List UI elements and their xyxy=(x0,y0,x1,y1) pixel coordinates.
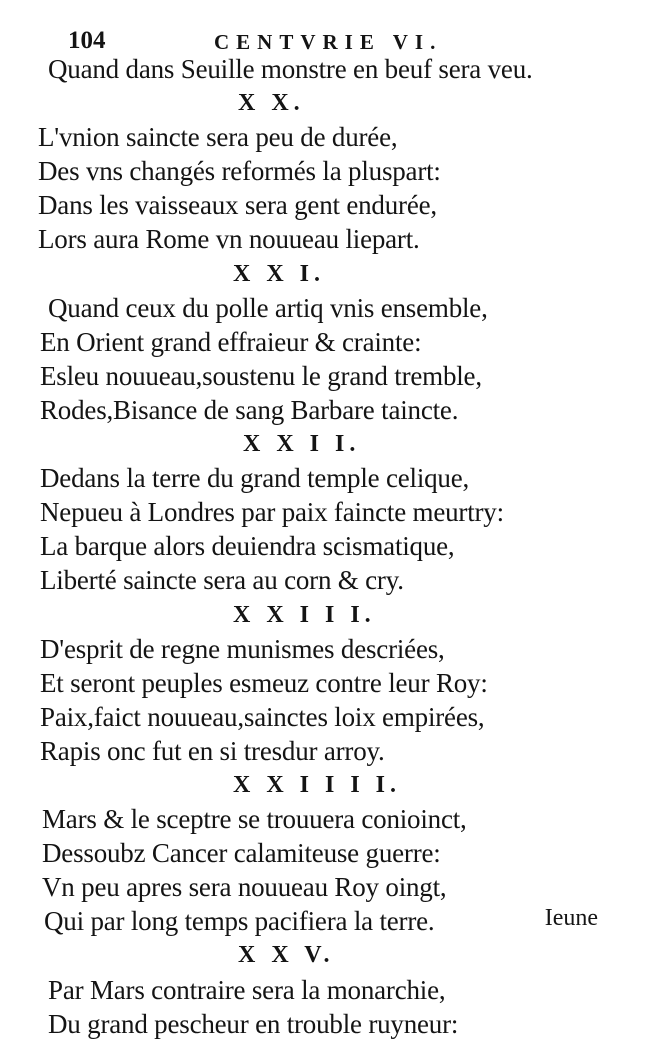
quatrain-number-heading: X X I I I I. xyxy=(233,771,402,798)
page-header xyxy=(68,28,588,54)
verse-line: Quand ceux du polle artiq vnis ensemble, xyxy=(48,292,488,323)
verse-line: Dedans la terre du grand temple celique, xyxy=(40,463,470,494)
verse-line: Rodes,Bisance de sang Barbare taincte. xyxy=(40,394,459,425)
running-head: CENTVRIE VI. xyxy=(214,30,443,54)
quatrain-text xyxy=(38,52,613,1041)
quatrain-number-heading: X X. xyxy=(238,90,305,117)
quatrain-number-heading: X X I I I. xyxy=(233,601,376,628)
quatrain-number-heading: X X I. xyxy=(233,260,326,287)
verse-line: Rapis onc fut en si tresdur arroy. xyxy=(40,735,385,766)
verse-line: Mars & le sceptre se trouuera conioinct, xyxy=(42,804,467,835)
verse-line: Dessoubz Cancer calamiteuse guerre: xyxy=(42,838,441,869)
verse-line: En Orient grand effraieur & crainte: xyxy=(40,326,422,357)
verse-line: Par Mars contraire sera la monarchie, xyxy=(48,974,446,1005)
verse-line: Vn peu apres sera nouueau Roy oingt, xyxy=(42,872,447,903)
verse-line: Nepueu à Londres par paix faincte meurtry: xyxy=(40,497,504,528)
verse-line: Qui par long temps pacifiera la terre. xyxy=(44,906,435,937)
verse-line: Dans les vaisseaux sera gent endurée, xyxy=(38,190,437,221)
verse-line: Quand dans Seuille monstre en beuf sera veu. xyxy=(48,54,533,84)
verse-line: Liberté saincte sera au corn & cry. xyxy=(40,565,404,596)
page-number: 104 xyxy=(68,27,106,54)
quatrain-number-heading: X X V. xyxy=(238,942,335,969)
verse-line: Du grand pescheur en trouble ruyneur: xyxy=(48,1008,459,1039)
verse-line: L'vnion saincte sera peu de durée, xyxy=(38,122,398,153)
verse-line: La barque alors deuiendra scismatique, xyxy=(40,531,455,562)
verse-line: Lors aura Rome vn nouueau liepart. xyxy=(38,224,420,255)
verse-line: Et seront peuples esmeuz contre leur Roy: xyxy=(40,667,488,698)
verse-line: D'esprit de regne munismes descriées, xyxy=(40,633,445,664)
catchword: Ieune xyxy=(544,905,598,931)
verse-line: Esleu nouueau,soustenu le grand tremble, xyxy=(40,360,482,391)
verse-line: Des vns changés reformés la pluspart: xyxy=(38,156,441,187)
verse-line: Paix,faict nouueau,sainctes loix empirées, xyxy=(40,701,485,732)
quatrain-number-heading: X X I I. xyxy=(243,431,361,458)
